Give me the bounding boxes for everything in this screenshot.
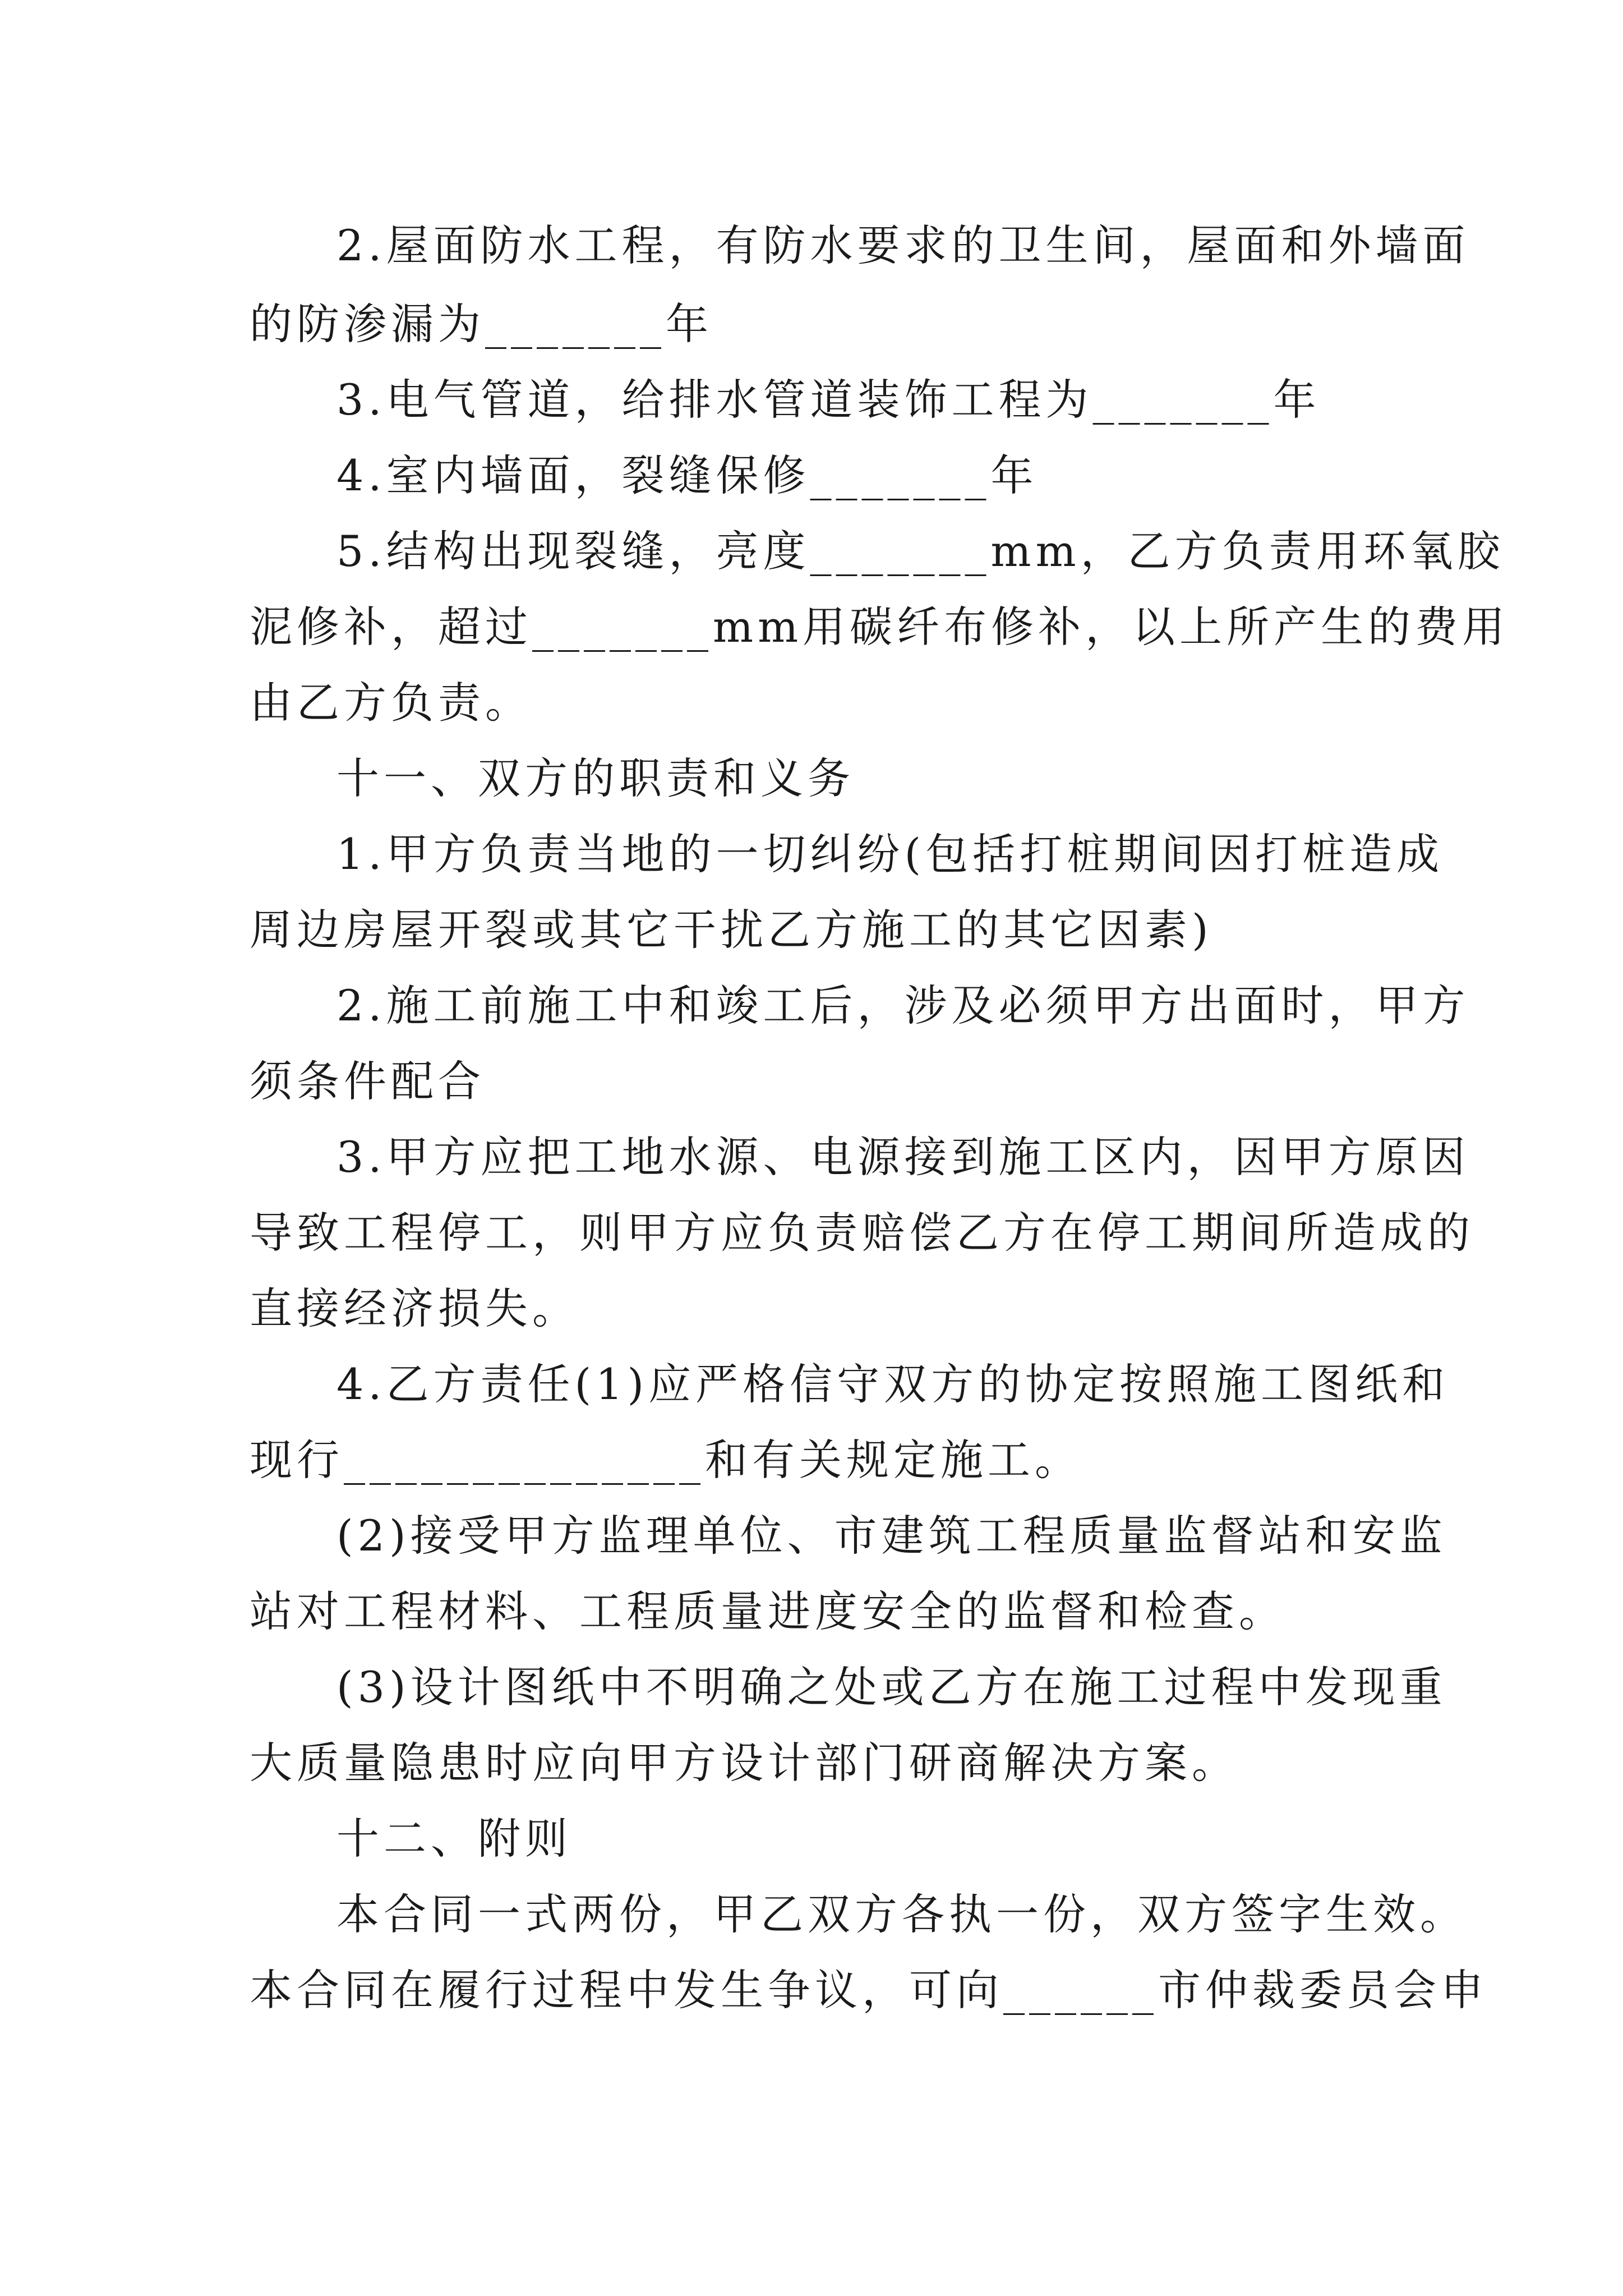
paragraph-line: 大质量隐患时应向甲方设计部门研商解决方案。 [250, 1738, 1239, 1788]
paragraph-line: 的防渗漏为_______年 [250, 299, 713, 349]
paragraph-line: 2.屋面防水工程，有防水要求的卫生间，屋面和外墙面 [336, 220, 1470, 270]
paragraph-line: 4.乙方责任(1)应严格信守双方的协定按照施工图纸和 [336, 1359, 1450, 1409]
paragraph-line: (2)接受甲方监理单位、市建筑工程质量监督站和安监 [336, 1511, 1447, 1561]
paragraph-line: 直接经济损失。 [250, 1283, 579, 1333]
paragraph-line: 1.甲方负责当地的一切纠纷(包括打桩期间因打桩造成 [336, 829, 1444, 879]
paragraph-line: 须条件配合 [250, 1056, 485, 1106]
paragraph-line: 导致工程停工，则甲方应负责赔偿乙方在停工期间所造成的 [250, 1208, 1474, 1258]
paragraph-line: (3)设计图纸中不明确之处或乙方在施工过程中发现重 [336, 1662, 1447, 1712]
paragraph-line: 3.电气管道，给排水管道装饰工程为_______年 [336, 375, 1321, 425]
paragraph-line: 4.室内墙面，裂缝保修_______年 [336, 450, 1038, 500]
paragraph-line: 泥修补，超过_______mm用碳纤布修补，以上所产生的费用 [250, 602, 1510, 652]
paragraph-line: 5.结构出现裂缝，亮度_______mm，乙方负责用环氧胶 [336, 526, 1505, 576]
paragraph-line: 现行______________和有关规定施工。 [250, 1435, 1082, 1485]
paragraph-line: 3.甲方应把工地水源、电源接到施工区内，因甲方原因 [336, 1132, 1470, 1182]
paragraph-line: 由乙方负责。 [250, 678, 532, 728]
section-heading: 十一、双方的职责和义务 [336, 753, 855, 803]
paragraph-line: 周边房屋开裂或其它干扰乙方施工的其它因素) [250, 905, 1213, 955]
section-heading: 十二、附则 [336, 1814, 572, 1864]
paragraph-line: 本合同在履行过程中发生争议，可向______市仲裁委员会申 [250, 1965, 1488, 2015]
paragraph-line: 本合同一式两份，甲乙双方各执一份，双方签字生效。 [336, 1889, 1467, 1939]
paragraph-line: 2.施工前施工中和竣工后，涉及必须甲方出面时，甲方 [336, 981, 1470, 1030]
paragraph-line: 站对工程材料、工程质量进度安全的监督和检查。 [250, 1586, 1286, 1636]
